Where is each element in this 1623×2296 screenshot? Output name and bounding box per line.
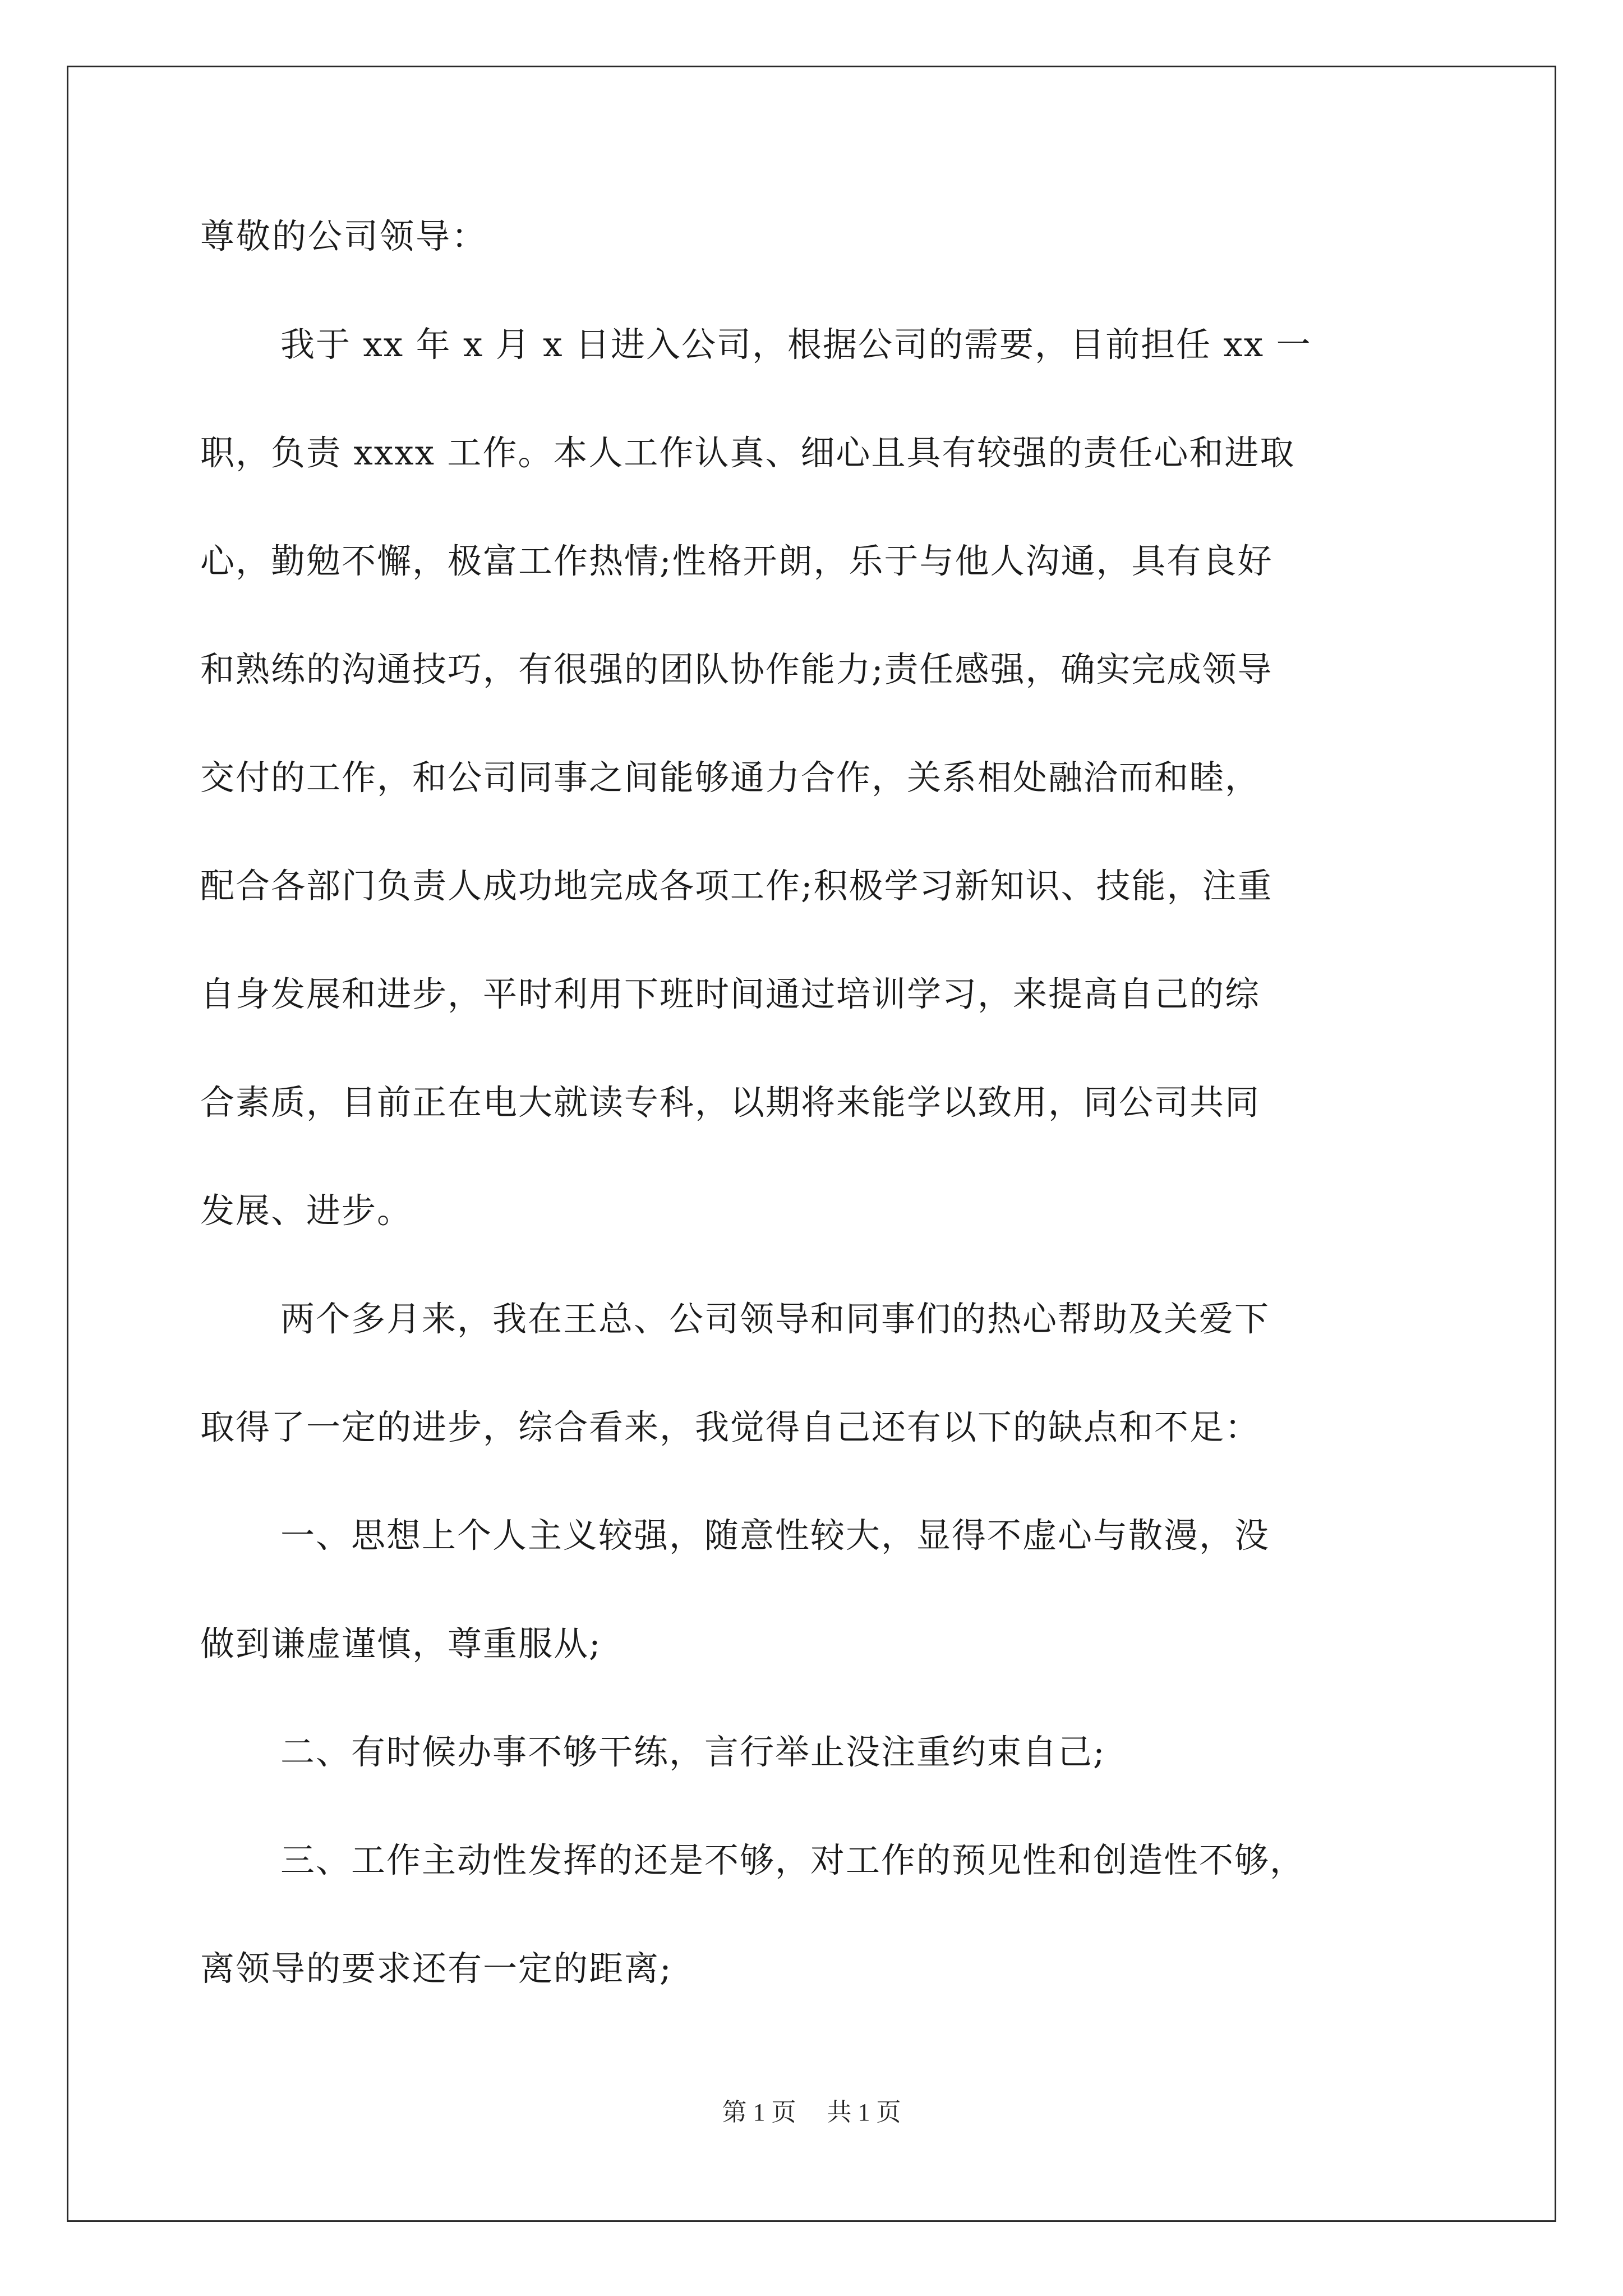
body-line: 离领导的要求还有一定的距离; bbox=[200, 1949, 672, 1989]
body-line: 二、有时候办事不够干练，言行举止没注重约束自己; bbox=[280, 1732, 1106, 1772]
body-line: 自身发展和进步，平时利用下班时间通过培训学习，来提高自己的综 bbox=[200, 974, 1261, 1014]
letter-body bbox=[200, 210, 1434, 2050]
body-line: 一、思想上个人主义较强，随意性较大，显得不虚心与散漫，没 bbox=[280, 1516, 1270, 1556]
body-line: 和熟练的沟通技巧，有很强的团队协作能力;责任感强，确实完成领导 bbox=[200, 650, 1273, 689]
body-line: 三、工作主动性发挥的还是不够，对工作的预见性和创造性不够， bbox=[280, 1841, 1306, 1880]
body-line: 我于 xx 年 x 月 x 日进入公司，根据公司的需要，目前担任 xx 一 bbox=[280, 325, 1312, 365]
body-line: 合素质，目前正在电大就读专科，以期将来能学以致用，同公司共同 bbox=[200, 1083, 1261, 1122]
body-line: 配合各部门负责人成功地完成各项工作;积极学习新知识、技能，注重 bbox=[200, 866, 1273, 906]
body-line: 两个多月来，我在王总、公司领导和同事们的热心帮助及关爱下 bbox=[280, 1299, 1270, 1339]
body-line: 职，负责 xxxx 工作。本人工作认真、细心且具有较强的责任心和进取 bbox=[200, 433, 1295, 473]
body-line: 交付的工作，和公司同事之间能够通力合作，关系相处融洽而和睦， bbox=[200, 758, 1261, 798]
salutation: 尊敬的公司领导： bbox=[200, 217, 488, 256]
body-line: 发展、进步。 bbox=[200, 1191, 413, 1231]
page-number-footer: 第 1 页 共 1 页 bbox=[722, 2099, 901, 2126]
body-line: 做到谦虚谨慎，尊重服从; bbox=[200, 1624, 602, 1664]
body-line: 取得了一定的进步，综合看来，我觉得自己还有以下的缺点和不足： bbox=[200, 1407, 1261, 1447]
body-line: 心，勤勉不懈，极富工作热情;性格开朗，乐于与他人沟通，具有良好 bbox=[200, 541, 1273, 581]
